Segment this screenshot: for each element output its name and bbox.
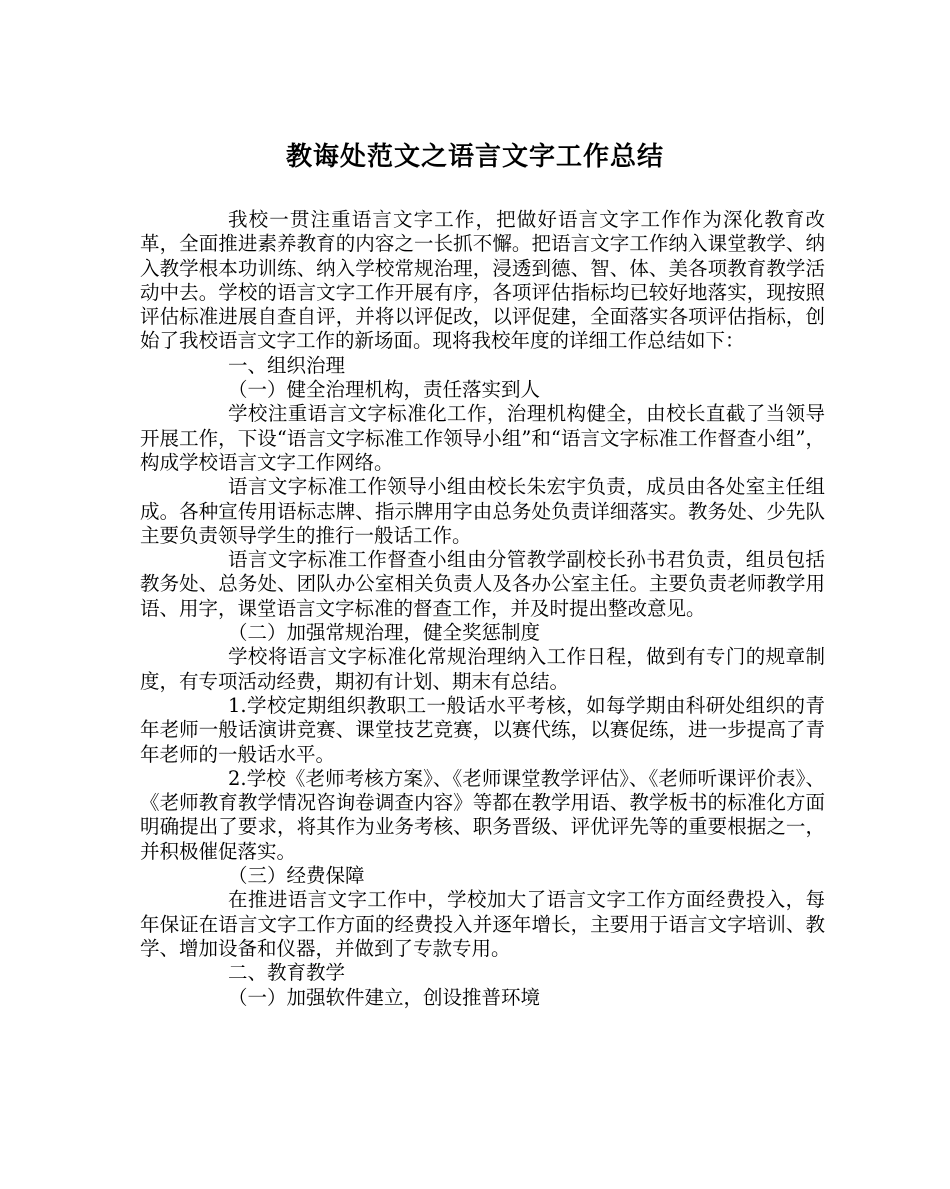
subsection-heading-software: （一）加强软件建立，创设推普环境 (228, 985, 541, 1009)
paragraph-item-1: 1.学校定期组织教职工一般话水平考核，如每学期由科研处组织的青年老师一般话演讲竞赛、课堂技艺竞赛，以赛代练，以赛促练，进一步提高了青年老师的一般话水平。 (140, 693, 825, 766)
section-heading-education: 二、教育教学 (228, 961, 346, 985)
document-body (140, 208, 825, 1010)
paragraph: 学校注重语言文字标准化工作，治理机构健全，由校长直截了当领导开展工作，下设“语言文字标准工作领导小组”和“语言文字标准工作督查小组”，构成学校语言文字工作网络。 (140, 402, 825, 474)
subsection-heading-routine: （二）加强常规治理，健全奖惩制度 (228, 621, 541, 645)
document-title: 教诲处范文之语言文字工作总结 (285, 142, 664, 172)
paragraph: 在推进语言文字工作中，学校加大了语言文字工作方面经费投入，每年保证在语言文字工作方面的经费投入并逐年增长，主要用于语言文字培训、教学、增加设备和仪器，并做到了专款专用。 (140, 888, 825, 960)
subsection-heading-funding: （三）经费保障 (228, 864, 365, 888)
subsection-heading-management: （一）健全治理机构，责任落实到人 (228, 378, 541, 402)
section-heading-organization: 一、组织治理 (228, 353, 346, 377)
paragraph: 语言文字标准工作督查小组由分管教学副校长孙书君负责，组员包括教务处、总务处、团队办公室相关负责人及各办公室主任。主要负责老师教学用语、用字，课堂语言文字标准的督查工作，并及时提出整改意见。 (140, 548, 825, 620)
paragraph: 学校将语言文字标准化常规治理纳入工作日程，做到有专门的规章制度，有专项活动经费，期初有计划、期末有总结。 (140, 645, 825, 693)
paragraph-item-2: 2.学校《老师考核方案》、《老师课堂教学评估》、《老师听课评价表》、《老师教育教学情况咨询卷调查内容》等都在教学用语、教学板书的标准化方面明确提出了要求，将其作为业务考核、职务晋级、评优评先等的重要根据之一，并积极催促落实。 (140, 766, 825, 863)
paragraph: 语言文字标准工作领导小组由校长朱宏宇负责，成员由各处室主任组成。各种宣传用语标志牌、指示牌用字由总务处负责详细落实。教务处、少先队主要负责领导学生的推行一般话工作。 (140, 475, 825, 547)
paragraph-intro: 我校一贯注重语言文字工作，把做好语言文字工作作为深化教育改革，全面推进素养教育的内容之一长抓不懈。把语言文字工作纳入课堂教学、纳入教学根本功训练、纳入学校常规治理，浸透到德、智、体、美各项教育教学活动中去。学校的语言文字工作开展有序，各项评估指标均已较好地落实，现按照评估标准进展自查自评，并将以评促改，以评促建，全面落实各项评估指标，创始了我校语言文字工作的新场面。现将我校年度的详细工作总结如下： (140, 208, 825, 353)
